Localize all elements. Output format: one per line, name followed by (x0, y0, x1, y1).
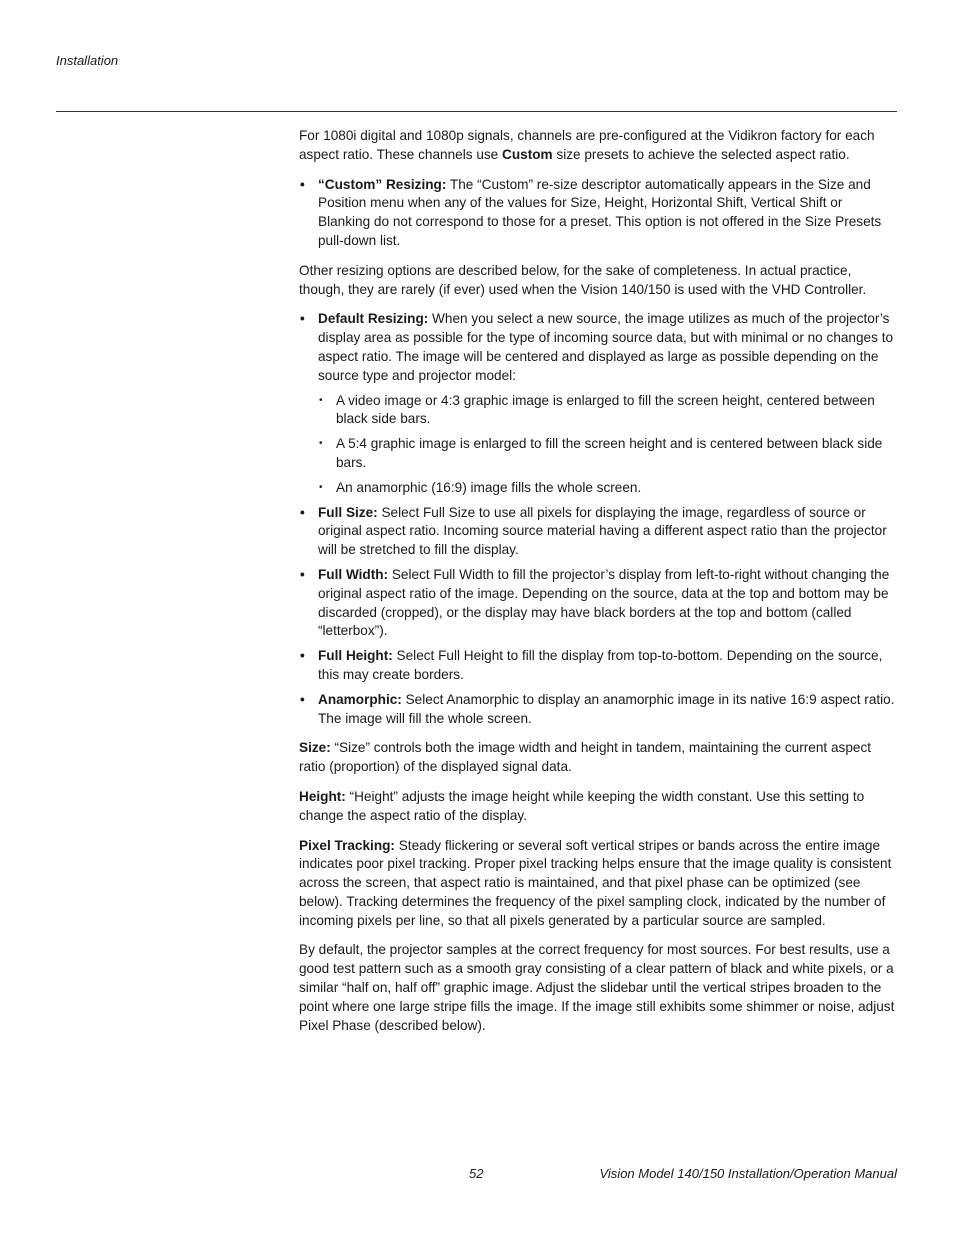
term-full-height: Full Height: (318, 648, 393, 664)
default-resizing-sublist (318, 392, 897, 498)
term-full-size: Full Size: (318, 504, 378, 520)
desc-full-height: Select Full Height to fill the display from top-to-bottom. Depending on the source, this may create borders. (318, 648, 883, 682)
list-item-full-width (299, 566, 897, 641)
desc-size: “Size” controls both the image width and height in tandem, maintaining the current aspect ratio (proportion) of the displayed signal data. (299, 740, 872, 775)
manual-title: Vision Model 140/150 Installation/Operation Manual (599, 1166, 897, 1181)
list-item-full-height (299, 647, 897, 685)
desc-full-width: Select Full Width to fill the projector’s display from left-to-right without changing the original aspect ratio of the image. Depending on the source, data at the top and bottom may be discarded (cropped), or the display may have black borders at the top and bottom (called “letterbox”). (318, 566, 890, 639)
term-full-width: Full Width: (318, 566, 389, 582)
desc-anamorphic: Select Anamorphic to display an anamorphic image in its native 16:9 aspect ratio. The image will fill the whole screen. (318, 691, 895, 726)
desc-custom-resizing: The “Custom” re-size descriptor automatically appears in the Size and Position menu when any of the values for Size, Height, Horizontal Shift, Vertical Shift or Blanking do not correspond to those for a preset. This option is not offered in the Size Presets pull-down list. (318, 176, 882, 248)
desc-pixel-tracking: Steady flickering or several soft vertical stripes or bands across the entire image indicates poor pixel tracking. Proper pixel tracking helps ensure that the image quality is consistent across the screen, that aspect ratio is maintained, and that pixel phase can be optimized (see below). Tracking determines the frequency of the pixel sampling clock, indicated by the number of incoming pixels per line, so that all pixels generated by a particular source are sampled. (299, 837, 892, 928)
size-paragraph (299, 739, 897, 777)
term-custom-resizing: “Custom” Resizing: (318, 176, 447, 192)
sublist-item: • An anamorphic (16:9) image fills the whole screen. (318, 479, 897, 498)
intro-paragraph (299, 127, 897, 165)
desc-height: “Height” adjusts the image height while keeping the width constant. Use this setting to change the aspect ratio of the display. (299, 788, 865, 823)
header-rule (56, 111, 897, 112)
running-header: Installation (56, 53, 119, 68)
desc-default-resizing: When you select a new source, the image utilizes as much of the projector’s display area as possible for the type of incoming source data, but with minimal or no changes to aspect ratio. The image will be centered and displayed as large as possible depending on the source type and projector model: (318, 311, 894, 383)
by-default-paragraph: By default, the projector samples at the correct frequency for most sources. For best results, use a good test pattern such as a smooth gray consisting of a clear pattern of black and white pixels, or a similar “half on, half off” graphic image. Adjust the slidebar until the vertical stripes broaden to the point where one large stripe fills the image. If the image still exhibits some shimmer or noise, adjust Pixel Phase (described below). (299, 942, 895, 1033)
term-default-resizing: Default Resizing: (318, 311, 429, 327)
resizing-options-list (299, 310, 897, 728)
intro-bold-custom: Custom (502, 146, 553, 162)
other-options-paragraph: Other resizing options are described below, for the sake of completeness. In actual practice, though, they are rarely (if ever) used when the Vision 140/150 is used with the VHD Controller. (299, 262, 867, 297)
list-item-default-resizing (299, 310, 897, 497)
term-pixel-tracking: Pixel Tracking: (299, 837, 395, 853)
term-size: Size: (299, 740, 331, 756)
height-paragraph (299, 788, 897, 826)
list-item-custom-resizing (299, 176, 897, 251)
page-number: 52 (469, 1166, 484, 1181)
term-height: Height: (299, 788, 346, 804)
term-anamorphic: Anamorphic: (318, 691, 402, 707)
custom-resizing-list (299, 176, 897, 251)
list-item-full-size (299, 504, 897, 560)
intro-text-post: size presets to achieve the selected aspect ratio. (552, 146, 850, 162)
sublist-item: • A 5:4 graphic image is enlarged to fill the screen height and is centered between black side bars. (318, 435, 897, 473)
pixel-tracking-paragraph (299, 837, 897, 931)
list-item-anamorphic (299, 691, 897, 729)
page-content (299, 127, 897, 1046)
intro-text-pre: For 1080i digital and 1080p signals, channels are pre-configured at the Vidikron factory for each aspect ratio. These channels use (299, 128, 875, 162)
desc-full-size: Select Full Size to use all pixels for displaying the image, regardless of source or original aspect ratio. Incoming source material having a different aspect ratio than the projector will be stretched to fill the display. (318, 504, 887, 558)
sublist-item: • A video image or 4:3 graphic image is enlarged to fill the screen height, centered between black side bars. (318, 392, 897, 430)
